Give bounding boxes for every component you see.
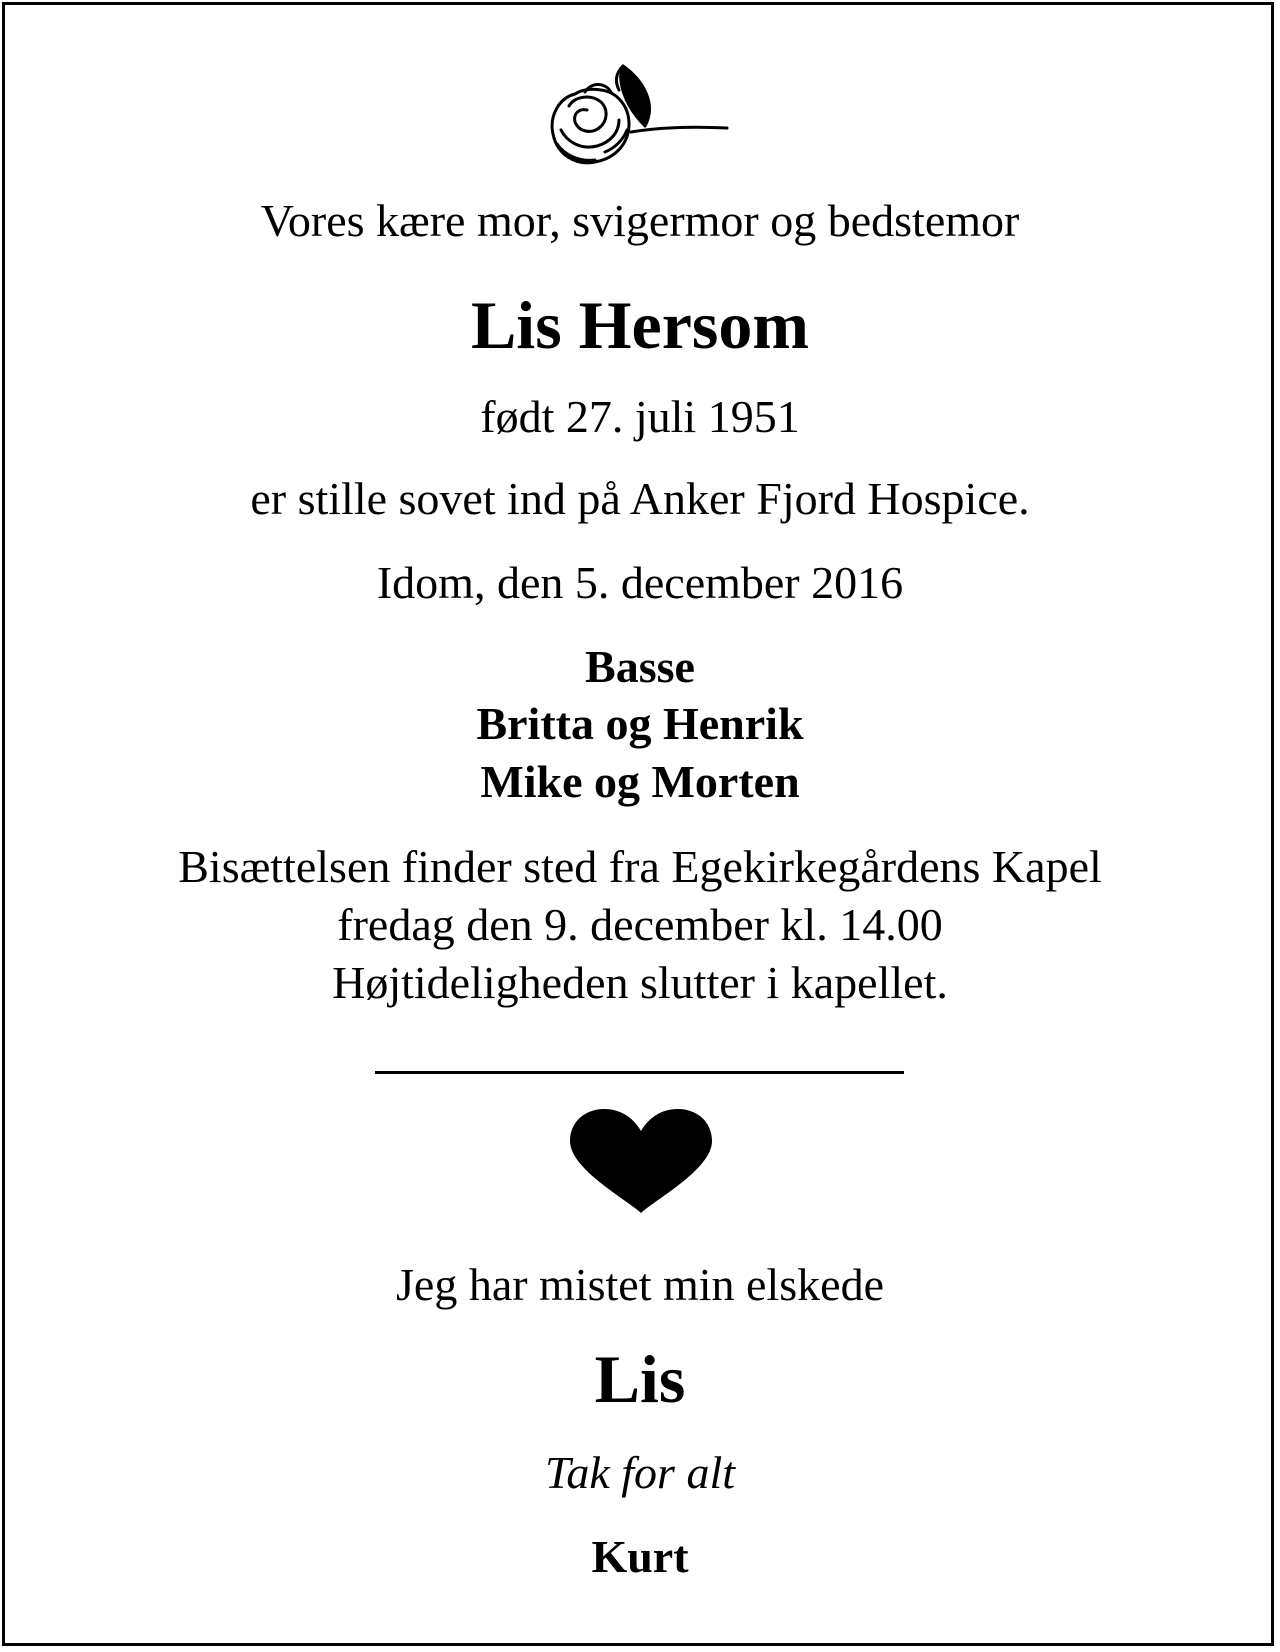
family-member: Basse (585, 641, 695, 692)
passing-line: er stille sovet ind på Anker Fjord Hospice. (250, 473, 1030, 524)
birth-date: født 27. juli 1951 (480, 391, 800, 442)
heart-icon (568, 1107, 714, 1215)
rose-icon (545, 60, 730, 172)
funeral-line: fredag den 9. december kl. 14.00 (337, 899, 943, 950)
signer-name: Kurt (591, 1531, 689, 1582)
deceased-name: Lis Hersom (470, 287, 810, 363)
second-intro: Jeg har mistet min elskede (396, 1259, 884, 1310)
separator-line (375, 1071, 904, 1074)
family-member: Mike og Morten (480, 756, 800, 807)
second-name: Lis (594, 1341, 686, 1417)
family-member: Britta og Henrik (476, 698, 804, 749)
place-date: Idom, den 5. december 2016 (376, 557, 904, 608)
funeral-line: Højtideligheden slutter i kapellet. (332, 957, 948, 1008)
thanks-line: Tak for alt (544, 1447, 736, 1498)
funeral-line: Bisættelsen finder sted fra Egekirkegårdens Kapel (178, 841, 1102, 892)
intro-line: Vores kære mor, svigermor og bedstemor (260, 195, 1020, 246)
